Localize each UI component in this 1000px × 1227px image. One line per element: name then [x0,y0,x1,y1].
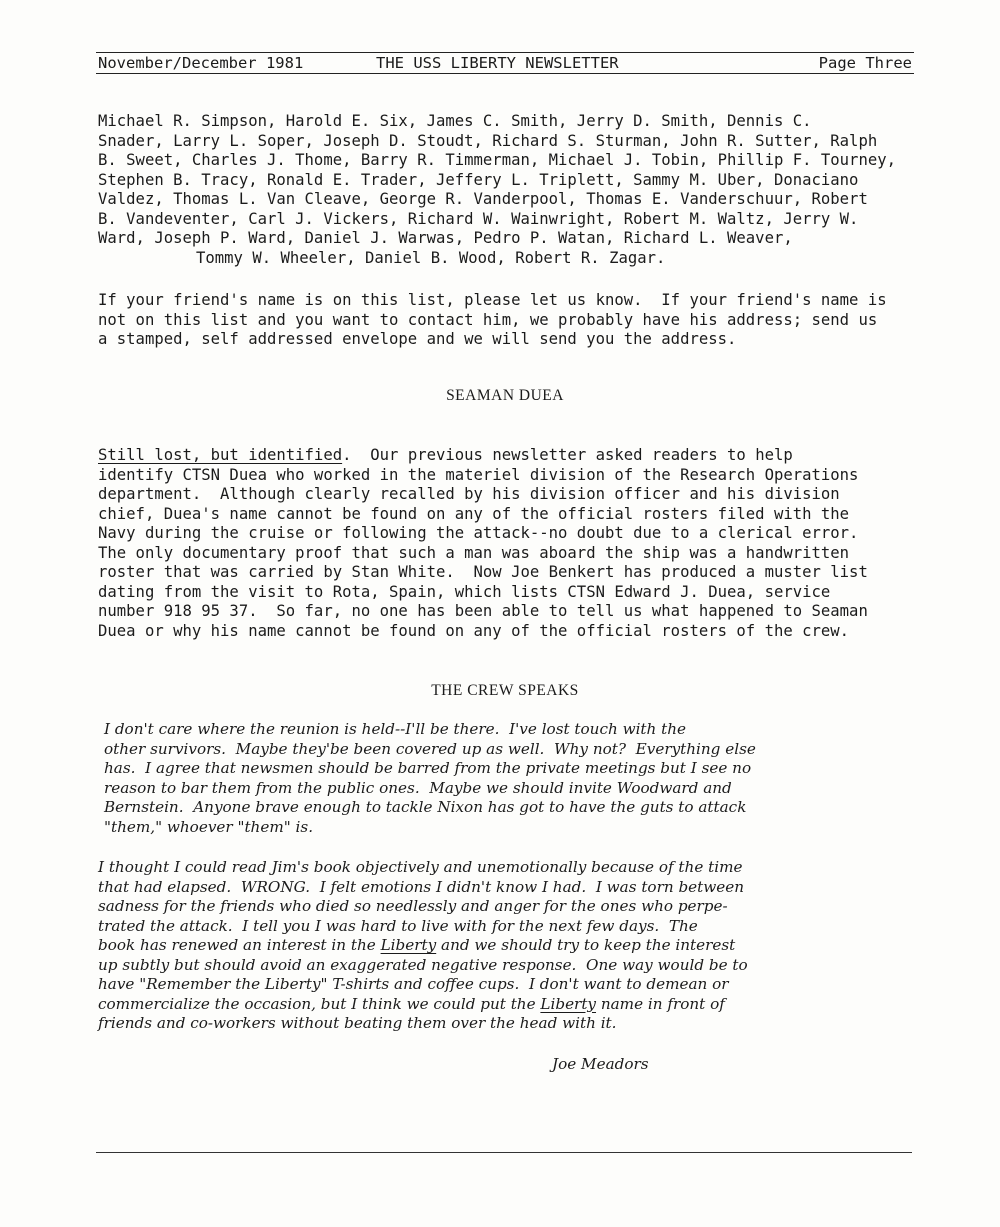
letter-line [98,995,748,1015]
letter-line: I don't care where the reunion is held--I'll be there. I've lost touch with the [104,720,687,738]
names-line: B. Sweet, Charles J. Thome, Barry R. Timmerman, Michael J. Tobin, Phillip F. Tourney, [98,151,896,169]
duea-line: Navy during the cruise or following the attack--no doubt due to a clerical error. [98,524,859,542]
issue-date: November/December 1981 [98,54,304,72]
letter-line: other survivors. Maybe they'be been covered up as well. Why not? Everything else [104,739,756,758]
section-title-seaman-duea: SEAMAN DUEA [446,387,564,404]
names-last-line: Tommy W. Wheeler, Daniel B. Wood, Robert R. Zagar. [196,248,666,267]
newsletter-page [96,0,914,1227]
page-header [96,52,914,74]
names-line: B. Vandeventer, Carl J. Vickers, Richard W. Wainwright, Robert M. Waltz, Jerry W. [98,209,859,228]
names-line: Valdez, Thomas L. Van Cleave, George R. Vanderpool, Thomas E. Vanderschuur, Robert [98,190,868,208]
letter-signature: Joe Meadors [552,1055,649,1073]
letter-line: sadness for the friends who died so needlessly and anger for the ones who perpe- [98,897,728,915]
crew-names-list [98,112,896,268]
letter-text: book has renewed an interest in the [98,936,381,954]
letter-line: trated the attack. I tell you I was hard to live with for the next few days. The [98,916,698,935]
notice-line: a stamped, self addressed envelope and we will send you the address. [98,330,737,348]
duea-line: The only documentary proof that such a man was aboard the ship was a handwritten [98,543,850,562]
duea-first-line-rest: . Our previous newsletter asked readers to help [342,446,793,464]
crew-letter-1 [104,720,756,837]
letter-line: has. I agree that newsmen should be barred from the private meetings but I see no [104,759,752,777]
letter-line: friends and co-workers without beating them over the head with it. [98,1014,617,1032]
duea-line: dating from the visit to Rota, Spain, which lists CTSN Edward J. Duea, service [98,582,831,601]
duea-line: department. Although clearly recalled by his division officer and his division [98,485,840,503]
contact-notice [98,291,887,350]
letter-line: Bernstein. Anyone brave enough to tackle Nixon has got to have the guts to attack [104,798,747,816]
duea-first-line [98,446,868,466]
duea-line: identify CTSN Duea who worked in the materiel division of the Research Operations [98,465,859,484]
letter-line: I thought I could read Jim's book objectively and unemotionally because of the time [98,858,743,876]
duea-lead: Still lost, but identified [98,446,343,464]
seaman-duea-article [98,446,868,641]
bottom-rule [96,1152,912,1153]
letter-text: commercialize the occasion, but I think we could put the [98,994,541,1013]
notice-line: not on this list and you want to contact him, we probably have his address; send us [98,310,878,329]
page-number: Page Three [818,54,912,72]
letter-line [98,936,748,956]
names-line: Ward, Joseph P. Ward, Daniel J. Warwas, Pedro P. Watan, Richard L. Weaver, [98,229,793,247]
duea-line: number 918 95 37. So far, no one has been able to tell us what happened to Seaman [98,602,868,620]
crew-letter-2 [98,858,748,1034]
names-line: Snader, Larry L. Soper, Joseph D. Stoudt, Richard S. Sturman, John R. Sutter, Ralph [98,131,878,150]
notice-line: If your friend's name is on this list, please let us know. If your friend's name is [98,291,887,309]
letter-text: name in front of [596,994,725,1013]
letter-line: reason to bar them from the public ones. Maybe we should invite Woodward and [104,778,732,797]
publication-title: THE USS LIBERTY NEWSLETTER [376,54,619,72]
letter-line: up subtly but should avoid an exaggerated negative response. One way would be to [98,955,748,974]
duea-line: chief, Duea's name cannot be found on any of the official rosters filed with the [98,504,850,523]
duea-line: Duea or why his name cannot be found on any of the official rosters of the crew. [98,621,850,640]
duea-line: roster that was carried by Stan White. Now Joe Benkert has produced a muster list [98,563,868,581]
names-line: Michael R. Simpson, Harold E. Six, James C. Smith, Jerry D. Smith, Dennis C. [98,112,812,130]
letter-text: and we should try to keep the interest [436,936,736,954]
ship-name-underlined: Liberty [540,994,597,1013]
ship-name-underlined: Liberty [380,936,437,954]
letter-line: that had elapsed. WRONG. I felt emotions I didn't know I had. I was torn between [98,877,745,896]
letter-line: have "Remember the Liberty" T-shirts and coffee cups. I don't want to demean or [98,975,729,993]
letter-line: "them," whoever "them" is. [104,817,314,836]
section-title-crew-speaks: THE CREW SPEAKS [431,682,579,699]
names-line: Stephen B. Tracy, Ronald E. Trader, Jeffery L. Triplett, Sammy M. Uber, Donaciano [98,170,859,189]
